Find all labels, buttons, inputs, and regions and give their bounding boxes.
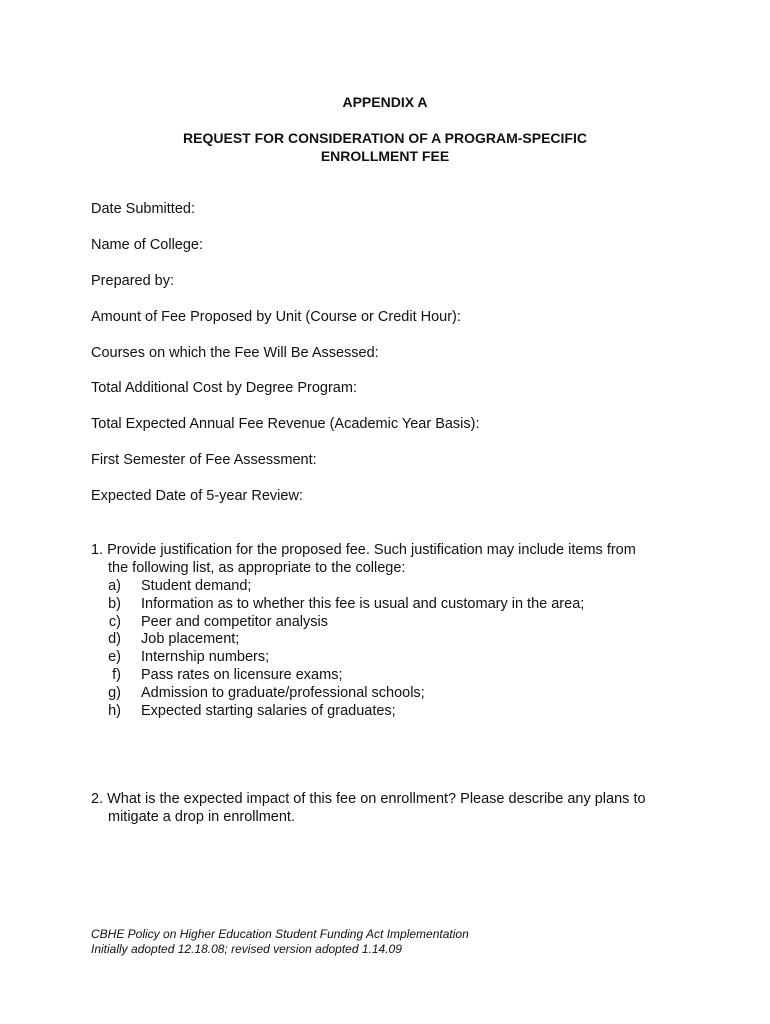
- list-item-text: Job placement;: [141, 631, 240, 648]
- list-item-letter: c): [108, 613, 121, 630]
- list-item-letter: h): [108, 702, 121, 719]
- list-item-letter: d): [108, 631, 121, 648]
- field-courses-assessed: Courses on which the Fee Will Be Assessed:: [91, 345, 379, 361]
- appendix-heading: APPENDIX A: [342, 94, 428, 110]
- field-total-additional-cost: Total Additional Cost by Degree Program:: [91, 380, 357, 396]
- field-date-submitted: Date Submitted:: [91, 201, 195, 217]
- document-title-line2: ENROLLMENT FEE: [320, 148, 450, 164]
- field-amount-of-fee: Amount of Fee Proposed by Unit (Course or Credit Hour):: [91, 309, 461, 325]
- list-item-letter: e): [108, 649, 121, 666]
- list-item-text: Pass rates on licensure exams;: [141, 666, 343, 683]
- field-name-of-college: Name of College:: [91, 237, 204, 253]
- list-item-text: Peer and competitor analysis: [141, 613, 328, 630]
- list-item-text: Student demand;: [141, 578, 252, 594]
- document-title: [0, 129, 770, 165]
- list-item-letter: g): [108, 684, 121, 701]
- field-five-year-review: Expected Date of 5-year Review:: [91, 488, 303, 504]
- list-item-text: Information as to whether this fee is usual and customary in the area;: [141, 595, 585, 612]
- list-item-text: Admission to graduate/professional schools;: [141, 684, 425, 701]
- field-prepared-by: Prepared by:: [91, 273, 175, 289]
- field-first-semester: First Semester of Fee Assessment:: [91, 452, 317, 468]
- question-2: [91, 790, 691, 826]
- policy-footer-line1: CBHE Policy on Higher Education Student Funding Act Implementation: [91, 927, 469, 941]
- list-item-text: Expected starting salaries of graduates;: [141, 702, 396, 719]
- question-1-line1: 1. Provide justification for the proposed fee. Such justification may include items from: [91, 542, 636, 558]
- policy-footer: [91, 927, 469, 957]
- list-item-letter: b): [108, 595, 121, 612]
- question-1: [91, 541, 691, 577]
- question-1-line2: the following list, as appropriate to the college:: [108, 560, 406, 576]
- list-item-letter: f): [112, 666, 121, 683]
- question-2-line1: 2. What is the expected impact of this fee on enrollment? Please describe any plans to: [91, 791, 646, 807]
- list-item-letter: a): [108, 578, 121, 594]
- document-title-line1: REQUEST FOR CONSIDERATION OF A PROGRAM-SPECIFIC: [183, 130, 587, 146]
- list-item-text: Internship numbers;: [141, 649, 270, 666]
- policy-footer-line2: Initially adopted 12.18.08; revised version adopted 1.14.09: [91, 942, 402, 956]
- field-total-expected-revenue: Total Expected Annual Fee Revenue (Academic Year Basis):: [91, 416, 480, 432]
- question-2-line2: mitigate a drop in enrollment.: [108, 809, 295, 825]
